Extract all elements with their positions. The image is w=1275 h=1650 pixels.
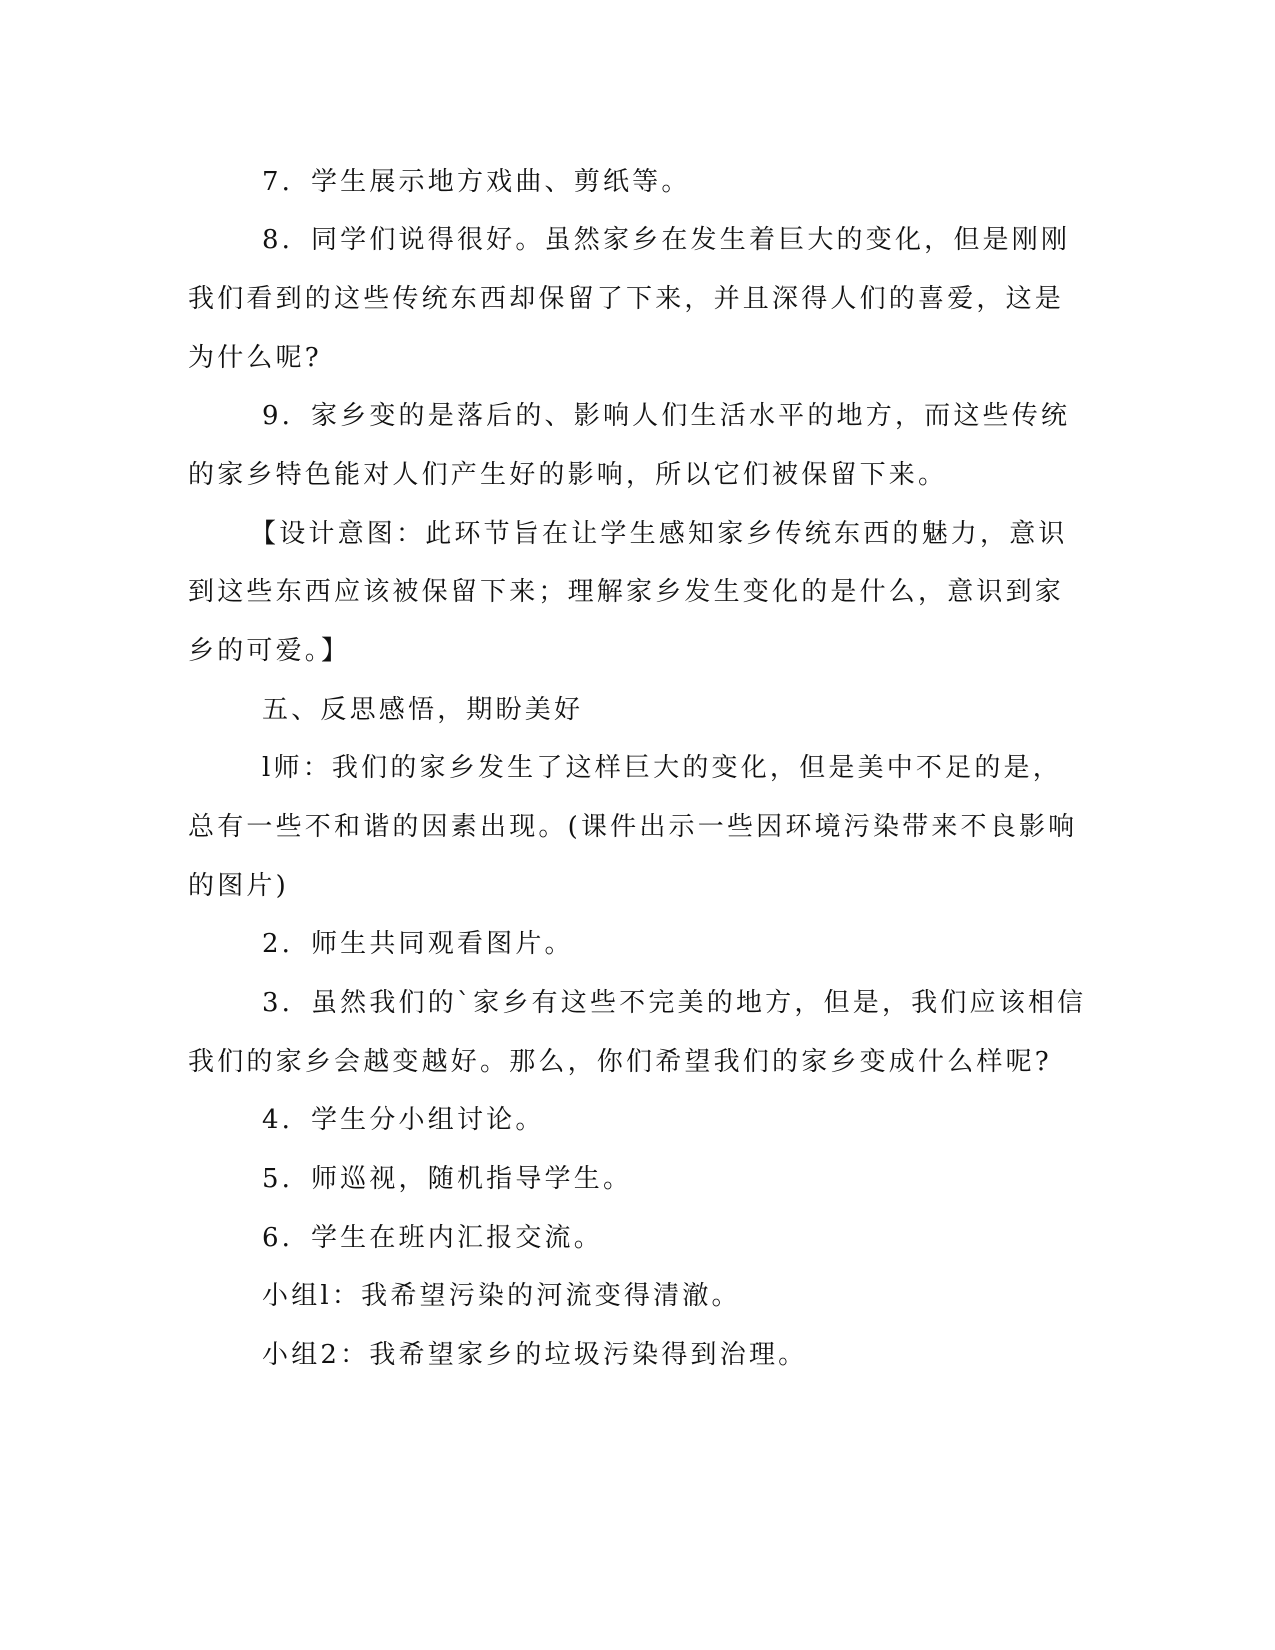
step-1-line-2: 总有一些不和谐的因素出现。(课件出示一些因环境污染带来不良影响 [188, 812, 1078, 842]
step-1-line-1: l师：我们的家乡发生了这样巨大的变化，但是美中不足的是， [262, 753, 1062, 783]
design-intent-line-1: 【设计意图：此环节旨在让学生感知家乡传统东西的魅力，意识 [250, 519, 1068, 549]
group-2-line: 小组2：我希望家乡的垃圾污染得到治理。 [262, 1340, 808, 1370]
paragraph-9-line-2: 的家乡特色能对人们产生好的影响，所以它们被保留下来。 [188, 460, 948, 490]
step-6-line-1: 6．学生在班内汇报交流。 [262, 1223, 603, 1253]
paragraph-9-line-1: 9．家乡变的是落后的、影响人们生活水平的地方，而这些传统 [262, 401, 1071, 431]
paragraph-8-line-2: 我们看到的这些传统东西却保留了下来，并且深得人们的喜爱，这是 [188, 284, 1065, 314]
step-3-line-2: 我们的家乡会越变越好。那么，你们希望我们的家乡变成什么样呢? [188, 1047, 1052, 1077]
paragraph-8-line-3: 为什么呢? [188, 343, 322, 373]
step-4-line-1: 4．学生分小组讨论。 [262, 1105, 545, 1135]
section-heading: 五、反思感悟，期盼美好 [262, 695, 584, 725]
paragraph-7-line-1: 7．学生展示地方戏曲、剪纸等。 [262, 167, 691, 197]
design-intent-line-2: 到这些东西应该被保留下来；理解家乡发生变化的是什么，意识到家 [188, 577, 1065, 607]
step-2-line-1: 2．师生共同观看图片。 [262, 929, 574, 959]
paragraph-8-line-1: 8．同学们说得很好。虽然家乡在发生着巨大的变化，但是刚刚 [262, 225, 1071, 255]
design-intent-line-3: 乡的可爱。】 [188, 636, 351, 666]
step-1-line-3: 的图片) [188, 871, 289, 901]
step-3-line-1: 3．虽然我们的`家乡有这些不完美的地方，但是，我们应该相信 [262, 988, 1087, 1018]
group-1-line: 小组l：我希望污染的河流变得清澈。 [262, 1281, 741, 1311]
step-5-line-1: 5．师巡视，随机指导学生。 [262, 1164, 633, 1194]
